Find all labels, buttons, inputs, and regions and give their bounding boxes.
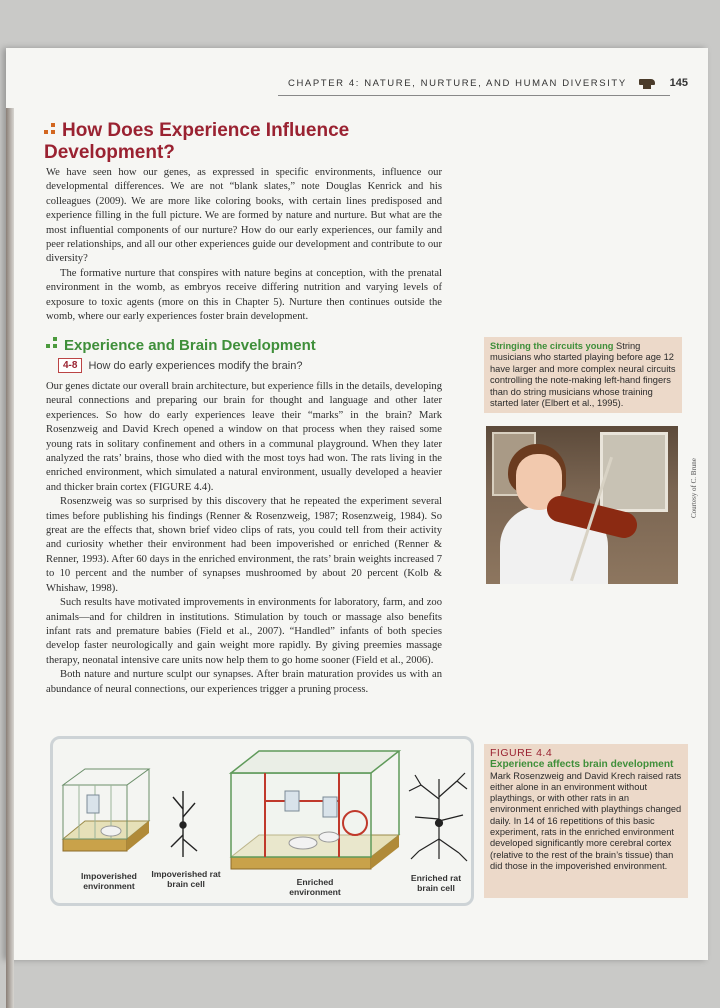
page-number: 145 xyxy=(669,77,688,89)
square-bullet-icon xyxy=(44,123,56,135)
chapter-title: CHAPTER 4: NATURE, NURTURE, AND HUMAN DIVERSITY xyxy=(288,77,627,89)
square-bullet-icon xyxy=(46,337,58,349)
figure-label: FIGURE 4.4 xyxy=(490,747,553,759)
violin-girl-photo xyxy=(486,426,678,584)
figure-caption xyxy=(484,744,688,898)
paragraph: Our genes dictate our overall brain architecture, but experience fills in the details, developing neural connections and preparing our brain for thought and language and other later experiences. So how do early experiences leave their “marks” in the brain? Mark Rosenzweig and David Krech opened a window on that process when they raised some young rats in solitary confinement and others in a communal playground. When they later analyzed the rats’ brains, those who died with the most toys had won. The rats living in the enriched environment, which simulated a natural environment, usually developed a heavier and thicker brain cortex (FIGURE 4.4). xyxy=(46,381,442,493)
section-body xyxy=(46,166,442,324)
impoverished-neuron-icon xyxy=(171,791,197,857)
lq-text: How do early experiences modify the brain? xyxy=(88,359,303,372)
subsection-body xyxy=(46,380,442,697)
photo-caption-text: String musicians who started playing before age 12 have larger and more complex neural circuits controlling the note-making left-hand fingers than do string musicians whose training started later (Elbert et al., 1995). xyxy=(490,341,676,409)
photo-credit: Courtesy of C. Brune xyxy=(690,458,698,518)
subsection-title: Experience and Brain Development xyxy=(64,337,316,354)
impoverished-cage-icon xyxy=(63,769,149,851)
paragraph: We have seen how our genes, as expressed in specific environments, influence our developmental differences. We are not “blank slates,” note Douglas Kenrick and his colleagues (2009). We are more like coloring books, with certain lines predisposed and experience filling in the full picture. We are formed by nature and nurture. But what are the most influential components of our nurture? How do our early experiences, our family and peer relationships, and all our other experiences guide our development and contribute to our diversity? xyxy=(46,167,442,265)
enriched-cell-label: Enriched rat brain cell xyxy=(410,873,462,893)
photo-caption xyxy=(484,337,682,413)
figure-caption-text: Mark Rosenzweig and David Krech raised rats either alone in an environment without playthings, or with other rats in an environment enriched with playthings changed daily. In 14 of 16 repetitions of this basic experiment, rats in the enriched environment developed significantly more cerebral cortex (relative to the rest of the brain’s tissue) than did those in the impoverished environment. xyxy=(490,770,682,871)
paragraph: The formative nurture that conspires with nature begins at conception, with the prenatal environment in the womb, as embryos receive differing nutrition and varying levels of exposure to toxic agents (more on this in Chapter 5). Nurture then continues outside the womb, where our early experiences foster brain development. xyxy=(46,267,442,323)
lq-badge: 4-8 xyxy=(58,358,82,373)
page-edge xyxy=(6,108,14,1008)
impoverished-cell-label: Impoverished rat brain cell xyxy=(151,869,221,889)
enriched-environment-label: Enriched environment xyxy=(289,877,341,897)
figure-title: Experience affects brain development xyxy=(490,759,674,771)
figure-illustration xyxy=(50,736,474,906)
enriched-neuron-icon xyxy=(409,773,467,861)
paragraph: Both nature and nurture sculpt our synapses. After brain maturation provides us with an abundance of neural connections, our experiences trigger a pruning process. xyxy=(46,669,442,695)
header-rule xyxy=(278,95,670,96)
enriched-cage-icon xyxy=(231,751,399,869)
section-heading xyxy=(44,120,424,164)
anvil-icon xyxy=(637,77,652,89)
subsection-heading xyxy=(46,337,406,373)
impoverished-environment-label: Impoverished environment xyxy=(81,871,137,891)
running-head xyxy=(288,74,688,92)
paragraph: Such results have motivated improvements in environments for laboratory, farm, and zoo animals—and for children in institutions. Stimulation by touch or massage also benefits infant rats and premature babies (Field et al., 2007). “Handled” infants of both species develop faster neurologically and gain weight more rapidly. By giving preemies massage therapy, neonatal intensive care units now help them to go home sooner (Field et al., 2006). xyxy=(46,597,442,666)
paragraph: Rosenzweig was so surprised by this discovery that he repeated the experiment several times before publishing his findings (Renner & Rosenzweig, 1987; Rosenzweig, 1984). So great are the effects that, shown brief video clips of rats, you could tell from their activity and curiosity whether their environment had been impoverished or enriched (Renner & Renner, 1993). After 60 days in the enriched environment, the rats’ brain weights increased 7 to 10 percent and the number of synapses mushroomed by about 20 percent (Kolb & Whishaw, 1998). xyxy=(46,496,442,594)
section-title: How Does Experience Influence Development? xyxy=(44,120,350,163)
book-page xyxy=(6,48,708,960)
photo-caption-lead: Stringing the circuits young xyxy=(490,341,614,351)
learning-question xyxy=(58,358,406,373)
